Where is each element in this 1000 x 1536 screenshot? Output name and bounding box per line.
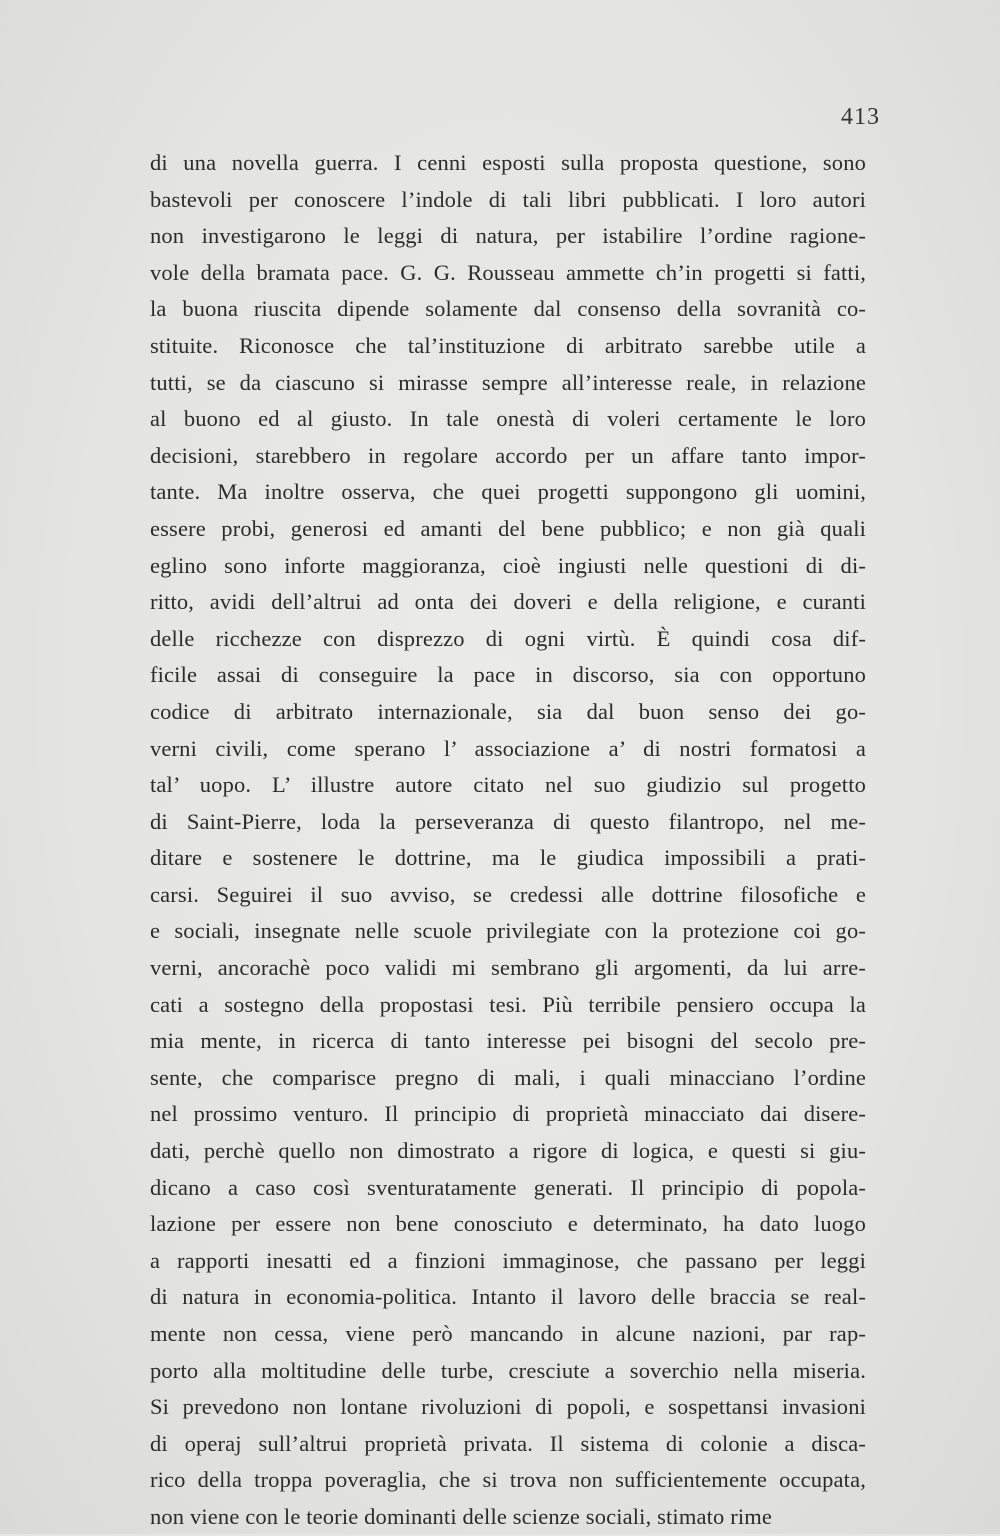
page-number: 413 xyxy=(841,104,880,130)
text-line: nel prossimo venturo. Il principio di proprietà minacciato dai disere- xyxy=(150,1101,866,1127)
text-line: verni, ancorachè poco validi mi sembrano gli argomenti, da lui arre- xyxy=(150,955,866,981)
text-line: tal’ uopo. L’ illustre autore citato nel suo giudizio sul progetto xyxy=(150,772,866,798)
text-line: non viene con le teorie dominanti delle scienze sociali, stimato rime xyxy=(150,1503,773,1529)
text-line: la buona riuscita dipende solamente dal consenso della sovranità co- xyxy=(150,296,866,322)
text-line: stituite. Riconosce che tal’instituzione di arbitrato sarebbe utile a xyxy=(150,332,866,358)
text-line: a rapporti inesatti ed a finzioni immaginose, che passano per leggi xyxy=(150,1247,866,1273)
text-line: tutti, se da ciascuno si mirasse sempre all’interesse reale, in relazione xyxy=(150,369,866,395)
text-line: non investigarono le leggi di natura, per istabilire l’ordine ragione- xyxy=(150,223,866,249)
text-line: al buono ed al giusto. In tale onestà di voleri certamente le loro xyxy=(150,406,866,432)
text-line: di Saint-Pierre, loda la perseveranza di questo filantropo, nel me- xyxy=(150,808,866,834)
text-line: lazione per essere non bene conosciuto e determinato, ha dato luogo xyxy=(150,1211,866,1237)
text-line: mente non cessa, viene però mancando in alcune nazioni, par rap- xyxy=(150,1321,866,1346)
text-line: decisioni, starebbero in regolare accordo per un affare tanto impor- xyxy=(150,442,866,468)
text-line: dicano a caso così sventuratamente generati. Il principio di popola- xyxy=(150,1174,866,1200)
text-line: verni civili, come sperano l’ associazione a’ di nostri formatosi a xyxy=(150,735,866,761)
text-line: Si prevedono non lontane rivoluzioni di popoli, e sospettansi invasioni xyxy=(150,1394,866,1420)
text-line: mia mente, in ricerca di tanto interesse pei bisogni del secolo pre- xyxy=(150,1028,866,1054)
text-line: bastevoli per conoscere l’indole di tali libri pubblicati. I loro autori xyxy=(150,186,866,212)
text-line: di natura in economia-politica. Intanto il lavoro delle braccia se real- xyxy=(150,1284,866,1310)
text-line: essere probi, generosi ed amanti del bene pubblico; e non già quali xyxy=(150,515,866,541)
text-line: dati, perchè quello non dimostrato a rigore di logica, e questi si giu- xyxy=(150,1138,866,1164)
text-line: e sociali, insegnate nelle scuole privilegiate con la protezione coi go- xyxy=(150,918,866,944)
text-line: eglino sono inforte maggioranza, cioè ingiusti nelle questioni di di- xyxy=(150,552,866,578)
text-line: rico della troppa poveraglia, che si trova non sufficientemente occupata, xyxy=(150,1467,866,1493)
text-line: delle ricchezze con disprezzo di ogni virtù. È quindi cosa dif- xyxy=(150,625,866,651)
text-line: tante. Ma inoltre osserva, che quei progetti suppongono gli uomini, xyxy=(150,479,866,505)
text-line: di operaj sull’altrui proprietà privata. Il sistema di colonie a disca- xyxy=(150,1430,866,1456)
body-text xyxy=(150,145,866,1536)
text-line: ditare e sostenere le dottrine, ma le giudica impossibili a prati- xyxy=(150,845,866,871)
text-line: vole della bramata pace. G. G. Rousseau ammette ch’in progetti si fatti, xyxy=(150,259,866,285)
text-line: carsi. Seguirei il suo avviso, se credessi alle dottrine filosofiche e xyxy=(150,881,866,907)
text-line: ritto, avidi dell’altrui ad onta dei doveri e della religione, e curanti xyxy=(150,589,866,615)
text-line: porto alla moltitudine delle turbe, cresciute a soverchio nella miseria. xyxy=(150,1357,866,1383)
text-line: sente, che comparisce pregno di mali, i quali minacciano l’ordine xyxy=(150,1064,866,1090)
text-line: cati a sostegno della propostasi tesi. Più terribile pensiero occupa la xyxy=(150,991,866,1017)
text-line: di una novella guerra. I cenni esposti sulla proposta questione, sono xyxy=(150,150,866,175)
text-line: ficile assai di conseguire la pace in discorso, sia con opportuno xyxy=(150,662,866,688)
text-line: codice di arbitrato internazionale, sia dal buon senso dei go- xyxy=(150,698,866,724)
